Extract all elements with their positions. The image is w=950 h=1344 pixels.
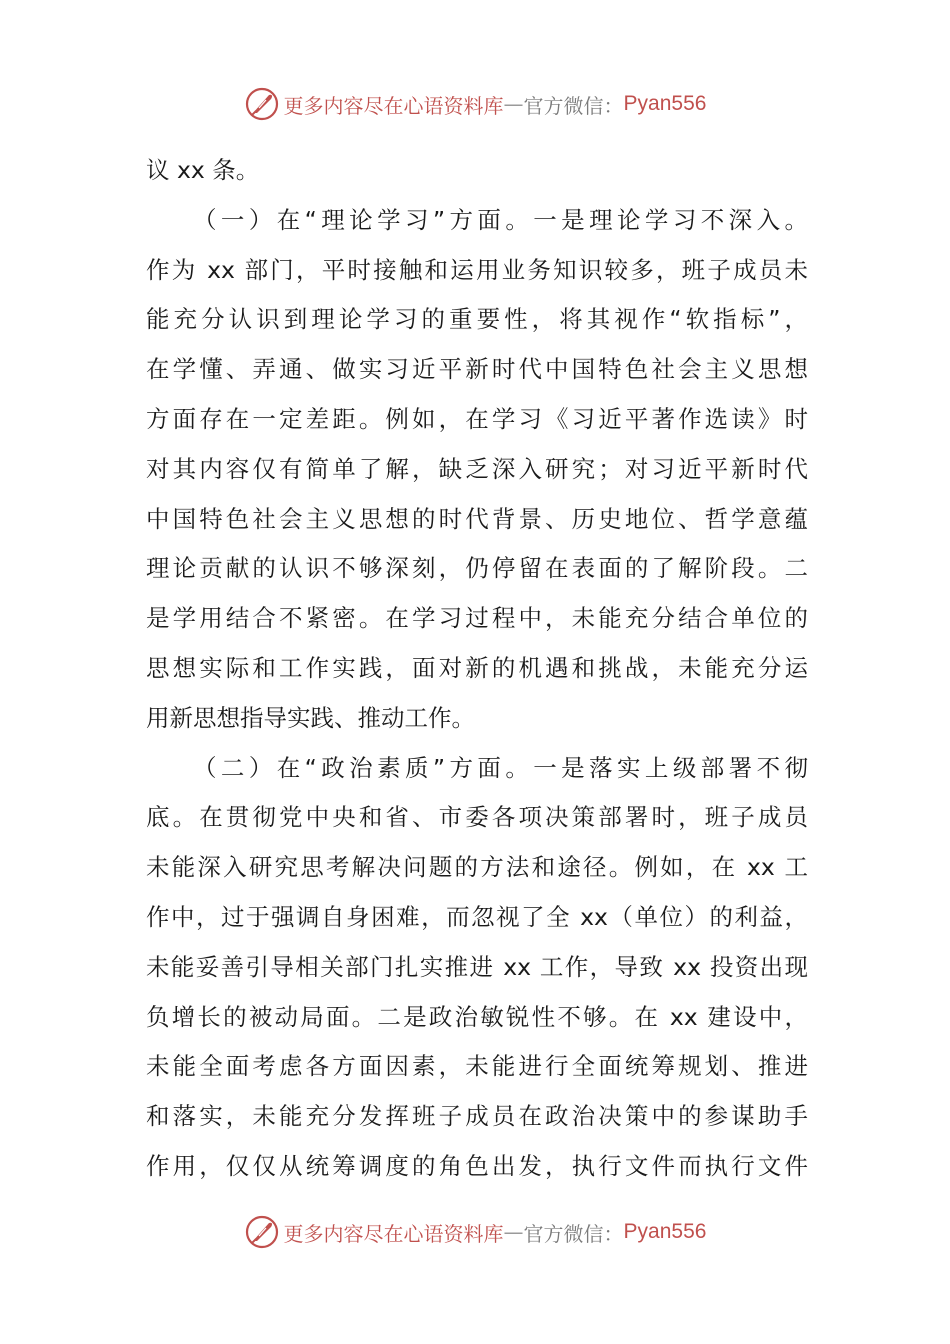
text-line: 作中，过于强调自身困难，而忽视了全 xx（单位）的利益，: [146, 902, 808, 931]
watermark-wechat-id: Pyan556: [623, 1220, 707, 1243]
paragraph-heading-line: （一）在“理论学习”方面。一是理论学习不深入。: [193, 205, 808, 234]
feather-pen-logo-icon: [244, 86, 280, 122]
text-line: 作为 xx 部门，平时接触和运用业务知识较多，班子成员未: [146, 255, 808, 284]
text-line: 对其内容仅有简单了解，缺乏深入研究；对习近平新时代: [146, 454, 808, 483]
text-line: 中国特色社会主义思想的时代背景、历史地位、哲学意蕴: [146, 504, 808, 533]
text-line: 方面存在一定差距。例如，在学习《习近平著作选读》时: [146, 404, 808, 433]
text-line: 在学懂、弄通、做实习近平新时代中国特色社会主义思想: [146, 355, 808, 384]
watermark-promo-text: 更多内容尽在心语资料库: [283, 93, 504, 118]
paragraph-heading-line: （二）在“政治素质”方面。一是落实上级部署不彻: [193, 753, 808, 782]
feather-pen-logo-icon: [244, 1214, 280, 1250]
watermark-banner-bottom: [0, 1212, 950, 1252]
text-line: 议 xx 条。: [146, 156, 260, 184]
text-line: 负增长的被动局面。二是政治敏锐性不够。在 xx 建设中，: [146, 1002, 808, 1031]
text-line: 理论贡献的认识不够深刻，仍停留在表面的了解阶段。二: [146, 554, 808, 583]
text-line: 和落实，未能充分发挥班子成员在政治决策中的参谋助手: [146, 1102, 808, 1131]
text-line: 未能妥善引导相关部门扎实推进 xx 工作，导致 xx 投资出现: [146, 952, 808, 981]
text-line: 思想实际和工作实践，面对新的机遇和挑战，未能充分运: [146, 653, 808, 682]
watermark-promo-text: 更多内容尽在心语资料库: [283, 1221, 504, 1246]
watermark-banner-top: [0, 84, 950, 124]
document-body: [146, 146, 808, 1192]
watermark-wechat-label: 官方微信：: [523, 93, 624, 118]
text-line: 用新思想指导实践、推动工作。: [146, 703, 475, 732]
watermark-separator: —: [503, 1220, 524, 1244]
text-line: 底。在贯彻党中央和省、市委各项决策部署时，班子成员: [146, 803, 808, 832]
watermark-separator: —: [503, 92, 524, 116]
watermark-wechat-id: Pyan556: [623, 92, 707, 115]
text-line: 未能深入研究思考解决问题的方法和途径。例如，在 xx 工: [146, 853, 808, 882]
text-line: 是学用结合不紧密。在学习过程中，未能充分结合单位的: [146, 604, 808, 633]
text-line: 作用，仅仅从统筹调度的角色出发，执行文件而执行文件: [146, 1151, 808, 1180]
watermark-wechat-label: 官方微信：: [523, 1221, 624, 1246]
text-line: 能充分认识到理论学习的重要性，将其视作“软指标”，: [146, 305, 808, 334]
text-line: 未能全面考虑各方面因素，未能进行全面统筹规划、推进: [146, 1052, 808, 1081]
